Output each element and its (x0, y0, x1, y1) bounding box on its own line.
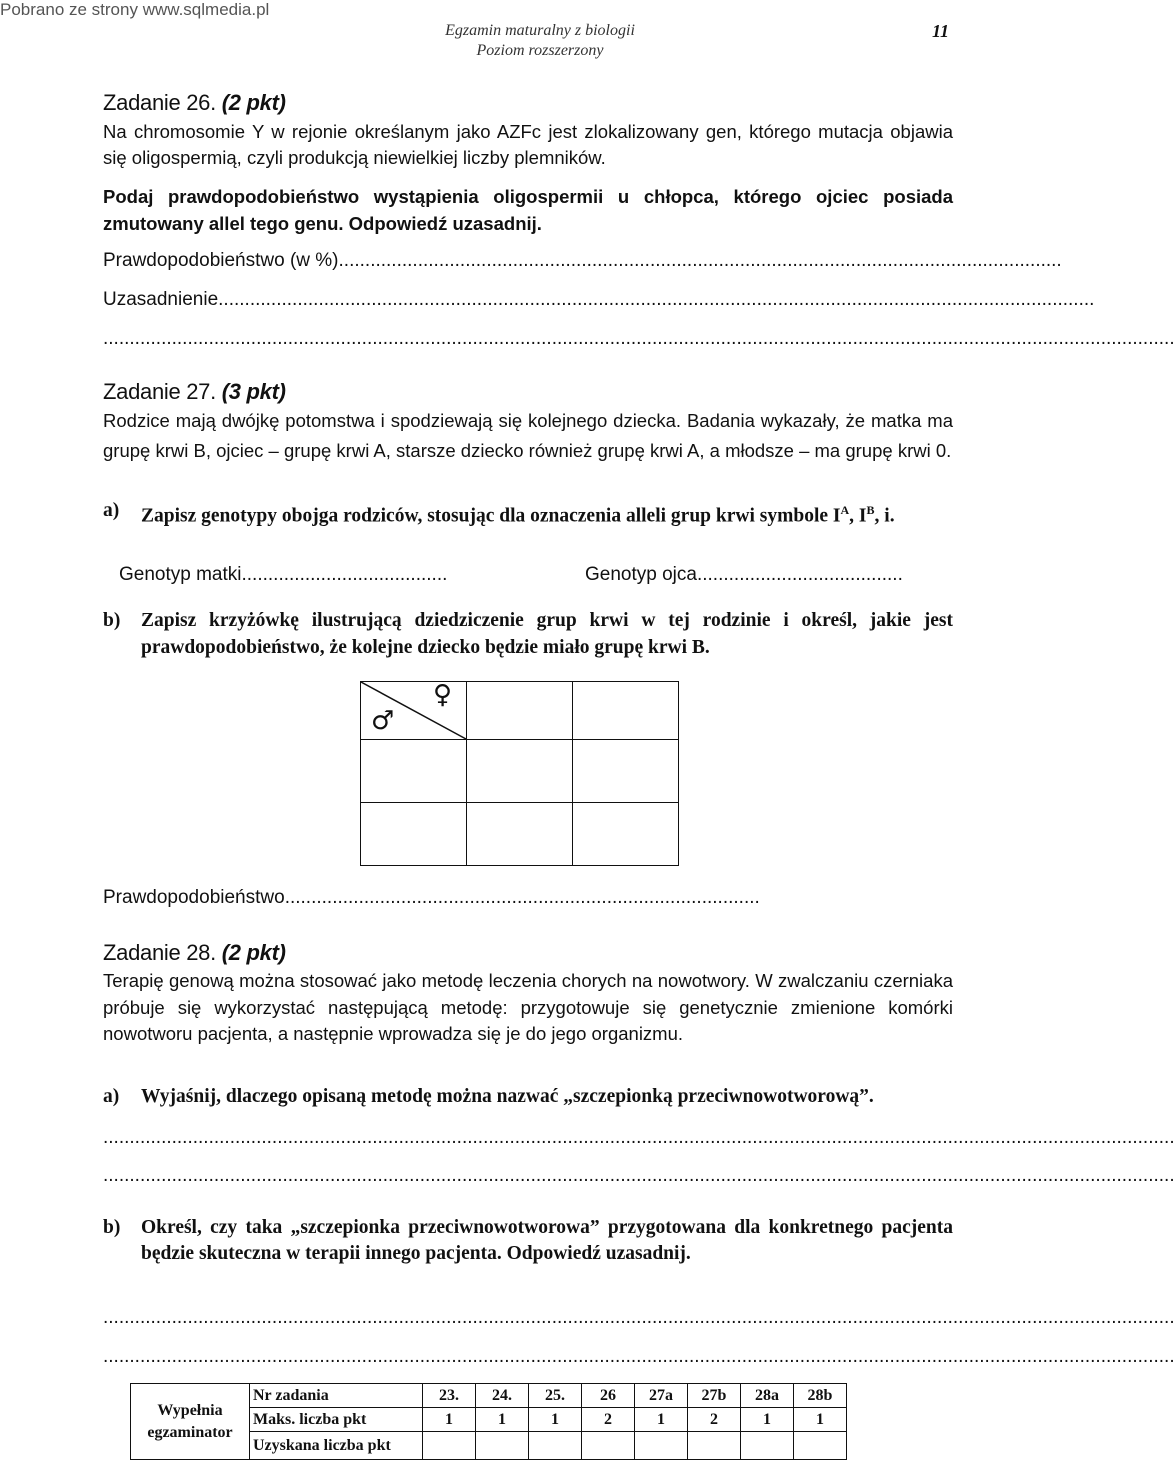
task-number-cell: 27a (635, 1384, 688, 1408)
obtained-points-cell[interactable] (794, 1432, 847, 1460)
max-points-cell: 1 (423, 1408, 476, 1432)
task-26-text: Na chromosomie Y w rejonie określanym jako AZFc jest zlokalizowany gen, którego mutacja objawia się oligospermią, czyli produkcją niewielkiej liczby plemników. (103, 121, 953, 168)
task-27-probability-answer[interactable]: Prawdopodobieństwo.......................................................................................... (103, 887, 760, 908)
father-genotype-answer[interactable]: Genotyp ojca....................................... (585, 564, 903, 585)
max-points-cell: 1 (741, 1408, 794, 1432)
task-number-cell: 28a (741, 1384, 794, 1408)
task-26-justification-answer[interactable]: Uzasadnienie...................................................................................................................................................................... (103, 289, 1095, 310)
punnett-cell[interactable] (467, 682, 573, 740)
punnett-grid (360, 681, 679, 866)
task-27-text: Rodzice mają dwójkę potomstwa i spodziewają się kolejnego dziecka. Badania wykazały, że matka ma grupę krwi B, ojciec – grupę krwi A, starsze dziecko również grupę krwi A, a młodsze – ma grupę krwi 0. (103, 410, 953, 461)
max-points-cell: 1 (635, 1408, 688, 1432)
punnett-cell[interactable] (573, 803, 679, 866)
task-26-answer-line[interactable]: ........................................................................................................................................................................................................... (103, 328, 1175, 349)
max-points-cell: 1 (529, 1408, 582, 1432)
page-header (410, 21, 670, 61)
row-label-task-number: Nr zadania (250, 1384, 423, 1408)
obtained-points-cell[interactable] (582, 1432, 635, 1460)
row-label-obtained-points: Uzyskana liczba pkt (250, 1432, 423, 1460)
task-number-cell: 23. (423, 1384, 476, 1408)
task-number-cell: 28b (794, 1384, 847, 1408)
punnett-cell[interactable] (467, 740, 573, 803)
task-26-title: Zadanie 26. (2 pkt) (103, 90, 286, 115)
obtained-points-cell[interactable] (741, 1432, 794, 1460)
punnett-cell[interactable] (467, 803, 573, 866)
header-exam-title: Egzamin maturalny z biologii (445, 22, 635, 39)
max-points-cell: 2 (582, 1408, 635, 1432)
score-grid (130, 1383, 847, 1460)
task-number-cell: 24. (476, 1384, 529, 1408)
punnett-square (360, 681, 679, 866)
obtained-points-cell[interactable] (688, 1432, 741, 1460)
task-27b: b) Zapisz krzyżówkę ilustrującą dziedziczenie grup krwi w tej rodzinie i określ, jakie jest prawdopodobieństwo, że kolejne dziecko będzie miało grupę krwi B. (103, 610, 953, 658)
male-icon: ♂ (371, 706, 395, 736)
punnett-cell[interactable] (573, 682, 679, 740)
task-28a: a) Wyjaśnij, dlaczego opisaną metodę można nazwać „szczepionką przeciwnowotworową”. (103, 1086, 874, 1107)
task-26-probability-answer[interactable]: Prawdopodobieństwo (w %)......................................................................................................................................... (103, 250, 1062, 271)
max-points-cell: 1 (476, 1408, 529, 1432)
task-27a: a) Zapisz genotypy obojga rodziców, stosując dla oznaczenia alleli grup krwi symbole $I^A$, $I^B$, i. (103, 500, 895, 527)
mother-genotype-answer[interactable]: Genotyp matki....................................... (119, 564, 448, 585)
task-28b: b) Określ, czy taka „szczepionka przeciwnowotworowa” przygotowana dla konkretnego pacjenta będzie skuteczna w terapii innego pacjenta. Odpowiedź uzasadnij. (103, 1217, 953, 1264)
task-26-question: Podaj prawdopodobieństwo wystąpienia oligospermii u chłopca, którego ojciec posiada zmutowany allel tego genu. Odpowiedź uzasadnij. (103, 186, 953, 234)
task-number-cell: 26 (582, 1384, 635, 1408)
task-28-title: Zadanie 28. (2 pkt) (103, 940, 286, 965)
task-28a-answer-line-1[interactable]: ........................................................................................................................................................................................................... (103, 1127, 1175, 1148)
punnett-cell[interactable] (361, 803, 467, 866)
punnett-cell[interactable] (573, 740, 679, 803)
task-28b-answer-line-1[interactable]: ........................................................................................................................................................................................................... (103, 1307, 1175, 1328)
score-table (130, 1383, 847, 1460)
task-number-cell: 25. (529, 1384, 582, 1408)
page-number: 11 (932, 21, 950, 41)
obtained-points-cell[interactable] (423, 1432, 476, 1460)
task-27-title: Zadanie 27. (3 pkt) (103, 379, 286, 404)
female-icon: ♀ (433, 680, 453, 710)
task-number-cell: 27b (688, 1384, 741, 1408)
task-28a-answer-line-2[interactable]: ........................................................................................................................................................................................................... (103, 1165, 1175, 1186)
examiner-label: Wypełnia egzaminator (131, 1384, 250, 1460)
header-level: Poziom rozszerzony (476, 42, 604, 59)
task-28b-answer-line-2[interactable]: ........................................................................................................................................................................................................... (103, 1346, 1175, 1367)
punnett-corner-cell (361, 682, 467, 740)
obtained-points-cell[interactable] (529, 1432, 582, 1460)
punnett-cell[interactable] (361, 740, 467, 803)
obtained-points-cell[interactable] (476, 1432, 529, 1460)
obtained-points-cell[interactable] (635, 1432, 688, 1460)
task-28-text: Terapię genową można stosować jako metodę leczenia chorych na nowotwory. W zwalczaniu czerniaka próbuje się wykorzystać następującą metodę: przygotowuje się genetycznie zmienione komórki nowotworu pacjenta, a następnie wprowadza się je do jego organizmu. (103, 970, 953, 1044)
watermark: Pobrano ze strony www.sqlmedia.pl (0, 0, 270, 19)
max-points-cell: 2 (688, 1408, 741, 1432)
max-points-cell: 1 (794, 1408, 847, 1432)
row-label-max-points: Maks. liczba pkt (250, 1408, 423, 1432)
